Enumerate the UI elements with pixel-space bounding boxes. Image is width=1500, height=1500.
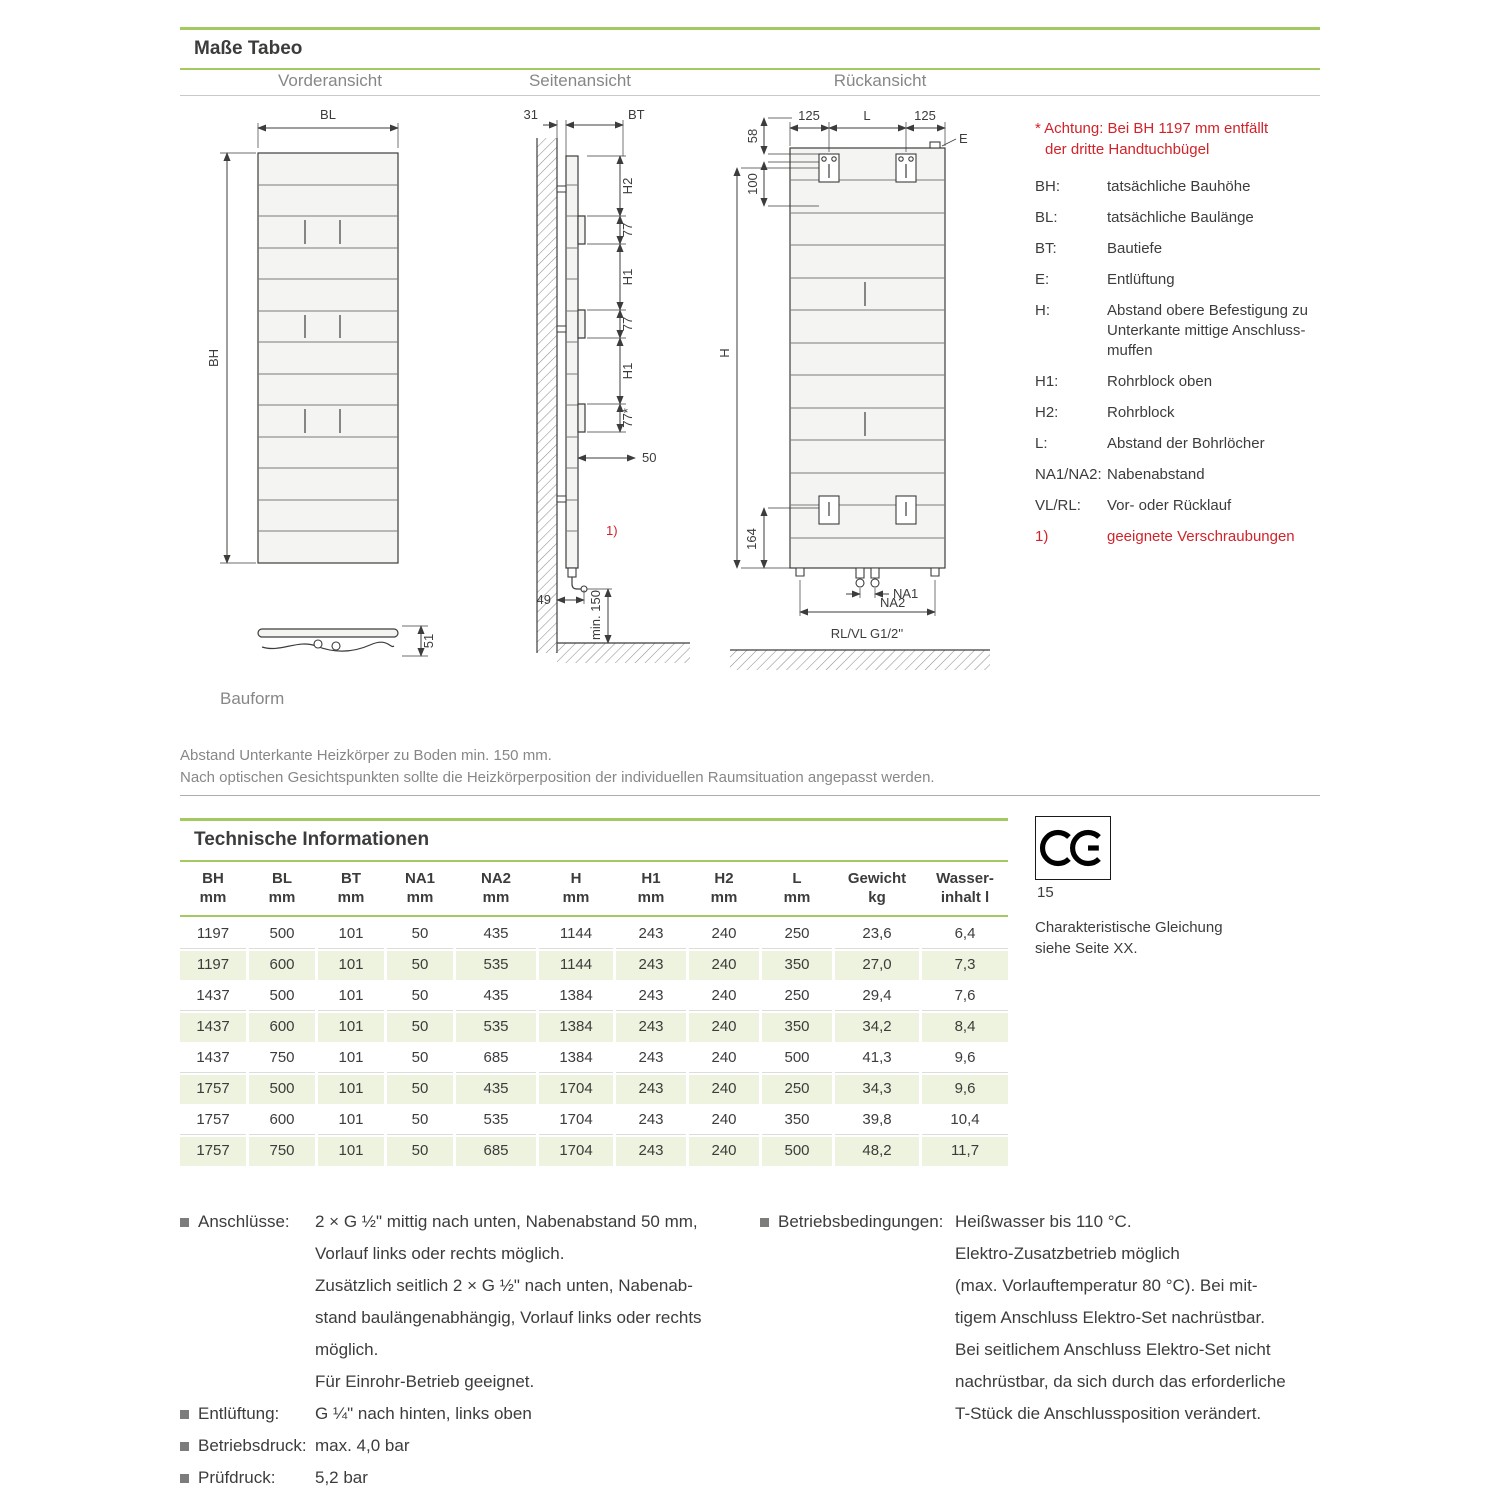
table-cell: 6,4 [922,920,1008,949]
legend-value: Rohrblock [1107,404,1175,421]
table-cell: 685 [456,1044,536,1073]
table-cell: 243 [616,951,686,980]
spec-block [180,1430,745,1462]
spec-line: max. 4,0 bar [315,1436,410,1455]
table-cell: 750 [249,1044,315,1073]
table-cell: 11,7 [922,1137,1008,1166]
bullet-icon [180,1218,189,1227]
table-cell: 240 [689,1106,759,1135]
table-cell: 240 [689,1044,759,1073]
table-cell: 50 [387,920,453,949]
table-cell: 9,6 [922,1075,1008,1104]
dim-label-h1a: H1 [620,268,635,286]
spec-label-text: Betriebsbedingungen: [778,1212,944,1231]
legend-key: BH: [1035,178,1061,195]
front-view-drawing [206,107,436,708]
table-cell: 1757 [180,1137,246,1166]
header-rule-bottom [180,68,1320,70]
table-cell: 50 [387,1013,453,1042]
legend-key: NA1/NA2: [1035,466,1102,483]
table-cell: 29,4 [835,982,919,1011]
spec-label-text: Betriebsdruck: [198,1436,307,1455]
table-column-header: BT mm [337,870,365,906]
table-cell: 243 [616,1013,686,1042]
legend-value: geeignete Verschraubungen [1107,528,1295,545]
legend-key: H1: [1035,373,1059,390]
table-cell: 1704 [539,1137,613,1166]
legend-item [1035,270,1327,290]
legend-value: Vor- oder Rücklauf [1107,497,1232,514]
dim-label-164: 164 [744,528,759,550]
table-rule-under-header [180,915,1008,917]
dim-label-e: E [959,131,968,146]
dim-label-77b: 77 [620,316,635,332]
table-cell: 243 [616,920,686,949]
table-cell: 600 [249,1106,315,1135]
wall-bracket-top-right [896,154,916,182]
spec-line: G ¼" nach hinten, links oben [315,1404,532,1423]
table-cell: 1437 [180,1013,246,1042]
legend-warning-line: * Achtung: Bei BH 1197 mm entfällt [1035,120,1269,137]
table-cell: 27,0 [835,951,919,980]
table-cell: 50 [387,982,453,1011]
table-column-header: L mm [783,870,811,906]
spec-label [760,1206,955,1238]
view-title-front: Vorderansicht [278,71,382,90]
table-cell: 1197 [180,920,246,949]
section-divider-line [180,795,1320,796]
table-cell: 1757 [180,1075,246,1104]
table-cell: 7,3 [922,951,1008,980]
table-cell: 41,3 [835,1044,919,1073]
table-cell: 101 [318,1075,384,1104]
spec-label [180,1206,315,1238]
legend-key: VL/RL: [1035,497,1081,514]
dim-label-77a: 77 [620,222,635,238]
legend-value: tatsächliche Baulänge [1107,209,1254,226]
spec-label-text: Anschlüsse: [198,1212,290,1231]
table-cell: 9,6 [922,1044,1008,1073]
table-header [180,862,1008,915]
dim-label-125a: 125 [798,108,820,123]
dim-label-125b: 125 [914,108,936,123]
legend-item [1035,496,1327,516]
table-cell: 250 [762,982,832,1011]
table-cell: 240 [689,1137,759,1166]
table-cell: 240 [689,920,759,949]
dim-label-bt: BT [628,107,645,122]
dim-label-51: 51 [421,633,436,649]
specs-left [180,1206,745,1494]
table-cell: 48,2 [835,1137,919,1166]
table-column-header: H mm [562,870,590,906]
table-cell: 1384 [539,1044,613,1073]
table-cell: 39,8 [835,1106,919,1135]
table-cell: 350 [762,1013,832,1042]
spec-line: möglich. [315,1340,379,1359]
table-cell: 500 [762,1137,832,1166]
dim-label-min150: min. 150 [588,590,603,640]
table-cell: 1197 [180,951,246,980]
bullet-icon [180,1442,189,1451]
ce-note-line: Charakteristische Gleichung [1035,919,1223,936]
ce-note-line: siehe Seite XX. [1035,940,1138,957]
table-cell: 600 [249,951,315,980]
legend-key: BL: [1035,209,1058,226]
table-cell: 34,3 [835,1075,919,1104]
legend-key: L: [1035,435,1048,452]
table-body [180,920,1008,1166]
table-cell: 435 [456,1075,536,1104]
table-cell: 240 [689,982,759,1011]
legend-item [1035,403,1327,423]
table-cell: 250 [762,1075,832,1104]
footnotes [180,745,935,789]
spec-line: Bei seitlichem Anschluss Elektro-Set nicht [955,1340,1271,1359]
dim-label-na1: NA1 [893,586,919,601]
spec-block [760,1206,1370,1430]
table-column-header: BH mm [199,870,227,906]
table-cell: 1704 [539,1075,613,1104]
table-cell: 50 [387,1044,453,1073]
table-cell: 1144 [539,951,613,980]
table-cell: 243 [616,1044,686,1073]
spec-block [180,1398,745,1430]
spec-line: 2 × G ½" mittig nach unten, Nabenabstand 50 mm, [315,1212,698,1231]
table-cell: 435 [456,920,536,949]
wall-bracket-top-left [819,154,839,182]
dim-label-h1b: H1 [620,362,635,380]
dim-label-50: 50 [642,450,657,465]
view-title-side: Seitenansicht [528,71,632,90]
bullet-icon [760,1218,769,1227]
table-cell: 535 [456,951,536,980]
table-cell: 101 [318,1137,384,1166]
table-cell: 34,2 [835,1013,919,1042]
spec-lines [315,1398,745,1430]
table-cell: 1144 [539,920,613,949]
table-cell: 500 [762,1044,832,1073]
legend-value: Abstand obere Befestigung zu Unterkante mittige Anschlussmuffen [1107,302,1308,359]
table-cell: 101 [318,951,384,980]
dim-label-bl: BL [320,107,336,122]
spec-block [180,1206,745,1398]
table-column-header: NA1 mm [404,870,435,906]
table-cell: 240 [689,1013,759,1042]
spec-label [180,1462,315,1494]
spec-block [180,1462,745,1494]
side-view-drawing [524,107,690,663]
ref-label-1: 1) [606,523,618,538]
table-cell: 350 [762,951,832,980]
table-cell: 240 [689,1075,759,1104]
spec-line: Elektro-Zusatzbetrieb möglich [955,1244,1180,1263]
table-cell: 243 [616,982,686,1011]
legend-item [1035,208,1327,228]
spec-line: Vorlauf links oder rechts möglich. [315,1244,565,1263]
table-cell: 101 [318,1106,384,1135]
spec-line: Zusätzlich seitlich 2 × G ½" nach unten, Nabenab- [315,1276,693,1295]
wall-bracket-bottom-right [896,496,916,524]
table-cell: 8,4 [922,1013,1008,1042]
spec-line: T-Stück die Anschlussposition verändert. [955,1404,1262,1423]
table-column-header: NA2 mm [480,870,511,906]
legend-item [1035,177,1327,197]
ce-note [1035,917,1325,959]
legend-item [1035,434,1327,454]
table-cell: 535 [456,1106,536,1135]
table-cell: 101 [318,1044,384,1073]
table-title: Technische Informationen [194,829,430,850]
spec-line: stand baulängenabhängig, Vorlauf links oder rechts [315,1308,702,1327]
spec-lines [955,1206,1370,1430]
legend-item [1035,527,1327,547]
table-cell: 750 [249,1137,315,1166]
legend-list [1035,177,1327,547]
table-cell: 435 [456,982,536,1011]
table-cell: 240 [689,951,759,980]
legend-value: Entlüftung [1107,271,1175,288]
footnote-line: Abstand Unterkante Heizkörper zu Boden min. 150 mm. [180,747,552,764]
table-cell: 50 [387,1137,453,1166]
legend-warning [1035,118,1327,160]
table-cell: 243 [616,1137,686,1166]
table-cell: 7,6 [922,982,1008,1011]
table-cell: 250 [762,920,832,949]
legend-item [1035,372,1327,392]
wall-bracket-bottom-left [819,496,839,524]
legend-key: H: [1035,302,1050,319]
spec-label [180,1430,315,1462]
spec-lines [315,1430,745,1462]
legend-key: H2: [1035,404,1059,421]
table-cell: 101 [318,920,384,949]
table-cell: 101 [318,1013,384,1042]
table-cell: 350 [762,1106,832,1135]
table-cell: 50 [387,1106,453,1135]
table-cell: 243 [616,1106,686,1135]
dim-label-49: 49 [536,592,551,607]
table-cell: 101 [318,982,384,1011]
spec-line: Für Einrohr-Betrieb geeignet. [315,1372,535,1391]
ce-number: 15 [1037,884,1054,901]
bullet-icon [180,1410,189,1419]
page-title: Maße Tabeo [194,38,303,59]
spec-line: nachrüstbar, da sich durch das erforderliche [955,1372,1286,1391]
table-column-header: Wasser- inhalt l [936,870,994,906]
table-cell: 243 [616,1075,686,1104]
dim-label-77c: 77* [620,408,635,428]
technical-drawings [180,98,1010,723]
label-rlvl: RL/VL G1/2'' [830,626,904,641]
table-cell: 50 [387,1075,453,1104]
spec-lines [315,1462,745,1494]
table-cell: 23,6 [835,920,919,949]
technical-info-section [180,818,1008,1166]
table-column-header: H2 mm [710,870,738,906]
ce-mark-icon [1035,816,1111,880]
bauform-drawing [258,626,436,656]
dim-label-58: 58 [745,128,760,144]
legend-value: Rohrblock oben [1107,373,1213,390]
legend-value: Bautiefe [1107,240,1163,257]
view-titles [180,71,1010,93]
footnote-line: Nach optischen Gesichtspunkten sollte die Heizkörperposition der individuellen Raumsituation angepasst werden. [180,769,935,786]
spec-label-text: Prüfdruck: [198,1468,276,1487]
table-cell: 685 [456,1137,536,1166]
table-cell: 1757 [180,1106,246,1135]
table-cell: 10,4 [922,1106,1008,1135]
legend-warning-line: der dritte Handtuchbügel [1045,141,1210,158]
table-cell: 1384 [539,1013,613,1042]
spec-line: Heißwasser bis 110 °C. [955,1212,1132,1231]
legend-item [1035,465,1327,485]
page-header [180,27,1320,70]
legend-item [1035,301,1327,361]
table-column-header: H1 mm [637,870,665,906]
dim-label-100: 100 [745,173,760,195]
table-cell: 600 [249,1013,315,1042]
table-column-header: BL mm [268,870,296,906]
legend-value: tatsächliche Bauhöhe [1107,178,1251,195]
spec-line: (max. Vorlauftemperatur 80 °C). Bei mit- [955,1276,1258,1295]
dim-label-31: 31 [523,107,538,122]
legend-key: BT: [1035,240,1057,257]
dim-label-na2: NA2 [880,595,906,610]
ce-block [1035,816,1325,959]
titles-divider-line [180,95,1320,96]
bauform-caption: Bauform [220,689,285,708]
dim-label-l: L [863,108,871,123]
table-cell: 1384 [539,982,613,1011]
legend [1035,118,1327,558]
spec-line: 5,2 bar [315,1468,368,1487]
table-cell: 500 [249,920,315,949]
dim-label-h2: H2 [620,177,635,195]
spec-lines [315,1206,745,1398]
bullet-icon [180,1474,189,1483]
spec-label [180,1398,315,1430]
legend-key: E: [1035,271,1050,288]
table-column-header: Gewicht kg [847,870,907,906]
table-cell: 500 [249,982,315,1011]
legend-item [1035,239,1327,259]
table-cell: 1437 [180,982,246,1011]
table-cell: 535 [456,1013,536,1042]
table-cell: 1437 [180,1044,246,1073]
legend-value: Abstand der Bohrlöcher [1107,435,1265,452]
dim-label-bh: BH [206,348,221,368]
specs-right [760,1206,1370,1430]
legend-value: Nabenabstand [1107,466,1205,483]
dim-label-h: H [717,348,732,358]
table-cell: 50 [387,951,453,980]
spec-label-text: Entlüftung: [198,1404,280,1423]
view-title-rear: Rückansicht [833,71,927,90]
spec-line: tigem Anschluss Elektro-Set nachrüstbar. [955,1308,1265,1327]
table-cell: 500 [249,1075,315,1104]
legend-key: 1) [1035,528,1049,545]
rear-view-drawing [717,108,990,670]
table-cell: 1704 [539,1106,613,1135]
